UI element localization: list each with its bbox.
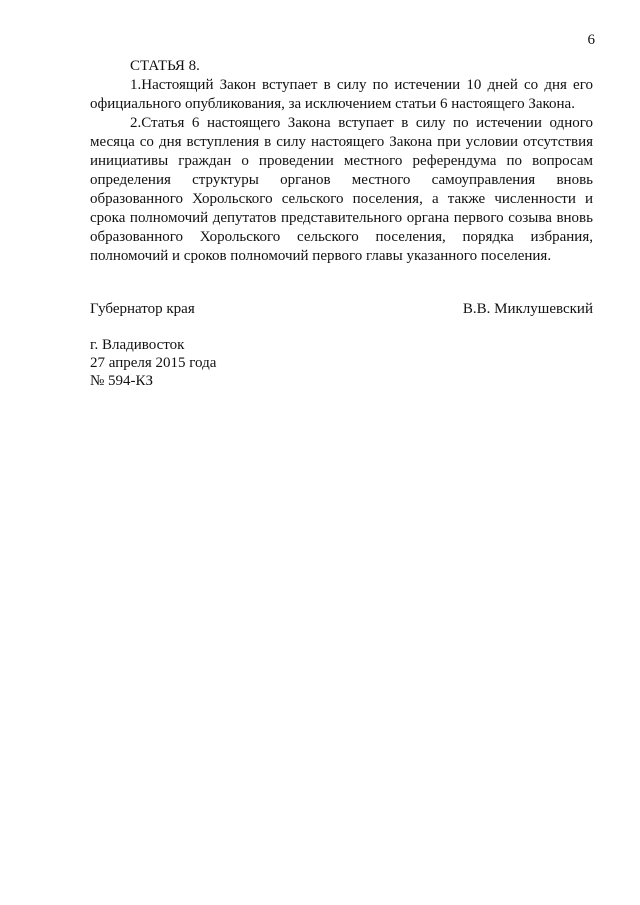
signatory-name: В.В. Миклушевский [462,301,593,317]
signing-details [90,336,216,390]
page-number: 6 [587,32,595,48]
article-title: СТАТЬЯ 8. [130,58,200,74]
signing-date: 27 апреля 2015 года [90,355,217,371]
article-body [90,57,593,266]
signing-city: г. Владивосток [90,337,185,353]
article-paragraph-2: 2.Статья 6 настоящего Закона вступает в силу по истечении одного месяца со дня вступления в силу настоящего Закона при условии отсутствия инициативы граждан о проведении местного референдума по вопросам определения структуры органов местного самоуправления вновь образованного Хорольского сельского поселения, а также численности и срока полномочий депутатов представительного органа первого созыва вновь образованного Хорольского сельского поселения, порядка избрания, полномочий и сроков полномочий первого главы указанного поселения. [90,115,593,264]
law-number: № 594-КЗ [90,373,154,389]
article-paragraph-1: 1.Настоящий Закон вступает в силу по истечении 10 дней со дня его официального опубликования, за исключением статьи 6 настоящего Закона. [90,77,593,112]
signatory-position: Губернатор края [90,301,195,317]
signature-block [90,300,593,319]
